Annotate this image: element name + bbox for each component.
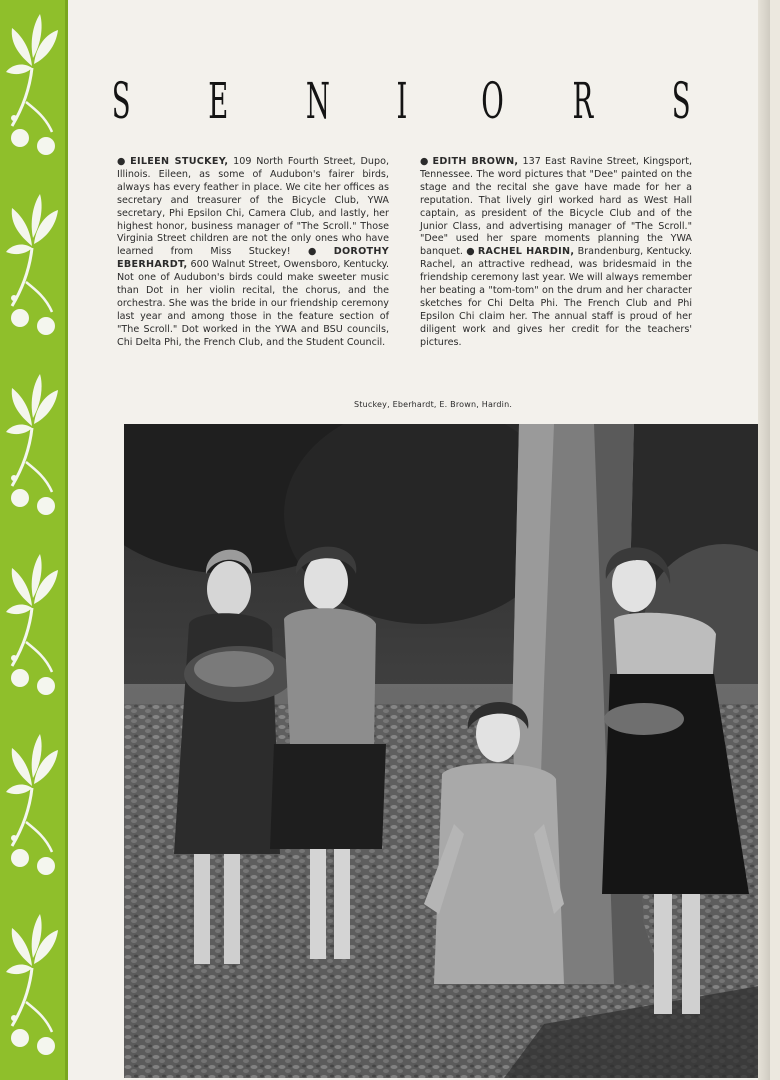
page-edge <box>758 0 770 1080</box>
title-letter: S <box>671 72 691 130</box>
title-letter: I <box>396 72 408 130</box>
senior-bio: 600 Walnut Street, Owensboro, Kentucky. Not one of Audubon's birds could make sweeter music than Dot in her violin recital, the chorus, and the orchestra. She was the bride in our friendship ceremony last year and among those in the feature section of "The Scroll." Dot worked in the YWA and BSU councils, Chi Delta Phi, the French Club, and the Student Council. <box>117 259 390 348</box>
group-photo <box>124 424 770 1078</box>
bullet-icon: ● <box>117 156 128 167</box>
photo-illustration <box>124 424 770 1078</box>
leaf-flower-icon <box>2 186 64 346</box>
senior-name: DOROTHY EBERHARDT, <box>117 246 389 271</box>
title-letter: E <box>208 72 229 130</box>
title-letter: N <box>305 72 330 130</box>
green-floral-border <box>0 0 68 1080</box>
leaf-flower-icon <box>2 906 64 1066</box>
text-column-right <box>420 156 692 350</box>
text-column-left <box>117 156 389 350</box>
title-letter: R <box>572 72 594 130</box>
leaf-flower-icon <box>2 366 64 526</box>
title-letter: O <box>481 72 504 130</box>
senior-name: RACHEL HARDIN, <box>477 246 575 258</box>
senior-entry <box>117 156 389 350</box>
senior-bio: 137 East Ravine Street, Kingsport, Tennessee. The word pictures that "Dee" painted on the stage and the recital she gave have made for her a reputation. That lively girl worked hard as West Hall captain, as president of the Bicycle Club and of the Junior Class, and advertising manager of "The Scroll." "Dee" used her spare moments planning the YWA banquet. <box>420 156 693 258</box>
senior-name: EILEEN STUCKEY, <box>130 156 229 167</box>
page-title <box>111 72 696 136</box>
leaf-flower-icon <box>2 6 64 166</box>
bullet-icon: ● <box>420 156 430 167</box>
senior-bio: Brandenburg, Kentucky. Rachel, an attractive redhead, was bridesmaid in the friendship ceremony last year. We will always remember her beating a "tom-tom" on the drum and her character sketches for Chi Delta Phi. The French Club and Phi Epsilon Chi claim her. The annual staff is proud of her diligent work and gives her credit for the teachers' pictures. <box>420 246 692 348</box>
photo-caption: Stuckey, Eberhardt, E. Brown, Hardin. <box>354 400 513 409</box>
leaf-flower-icon <box>2 726 64 886</box>
senior-bio: 109 North Fourth Street, Dupo, Illinois. Eileen, as some of Audubon's fairer birds, always has every feather in place. We cite her offices as secretary and treasurer of the Bicycle Club, YWA secretary, Phi Epsilon Chi, Camera Club, and lastly, her highest honor, business manager of "The Scroll." Those Virginia Street children are not the only ones who have learned from Miss Stuckey! <box>117 156 389 258</box>
bullet-icon: ● <box>307 246 331 258</box>
senior-entry <box>420 156 692 350</box>
bullet-icon: ● <box>466 246 475 258</box>
senior-name: EDITH BROWN, <box>432 156 519 167</box>
leaf-flower-icon <box>2 546 64 706</box>
title-letter: S <box>111 72 131 130</box>
